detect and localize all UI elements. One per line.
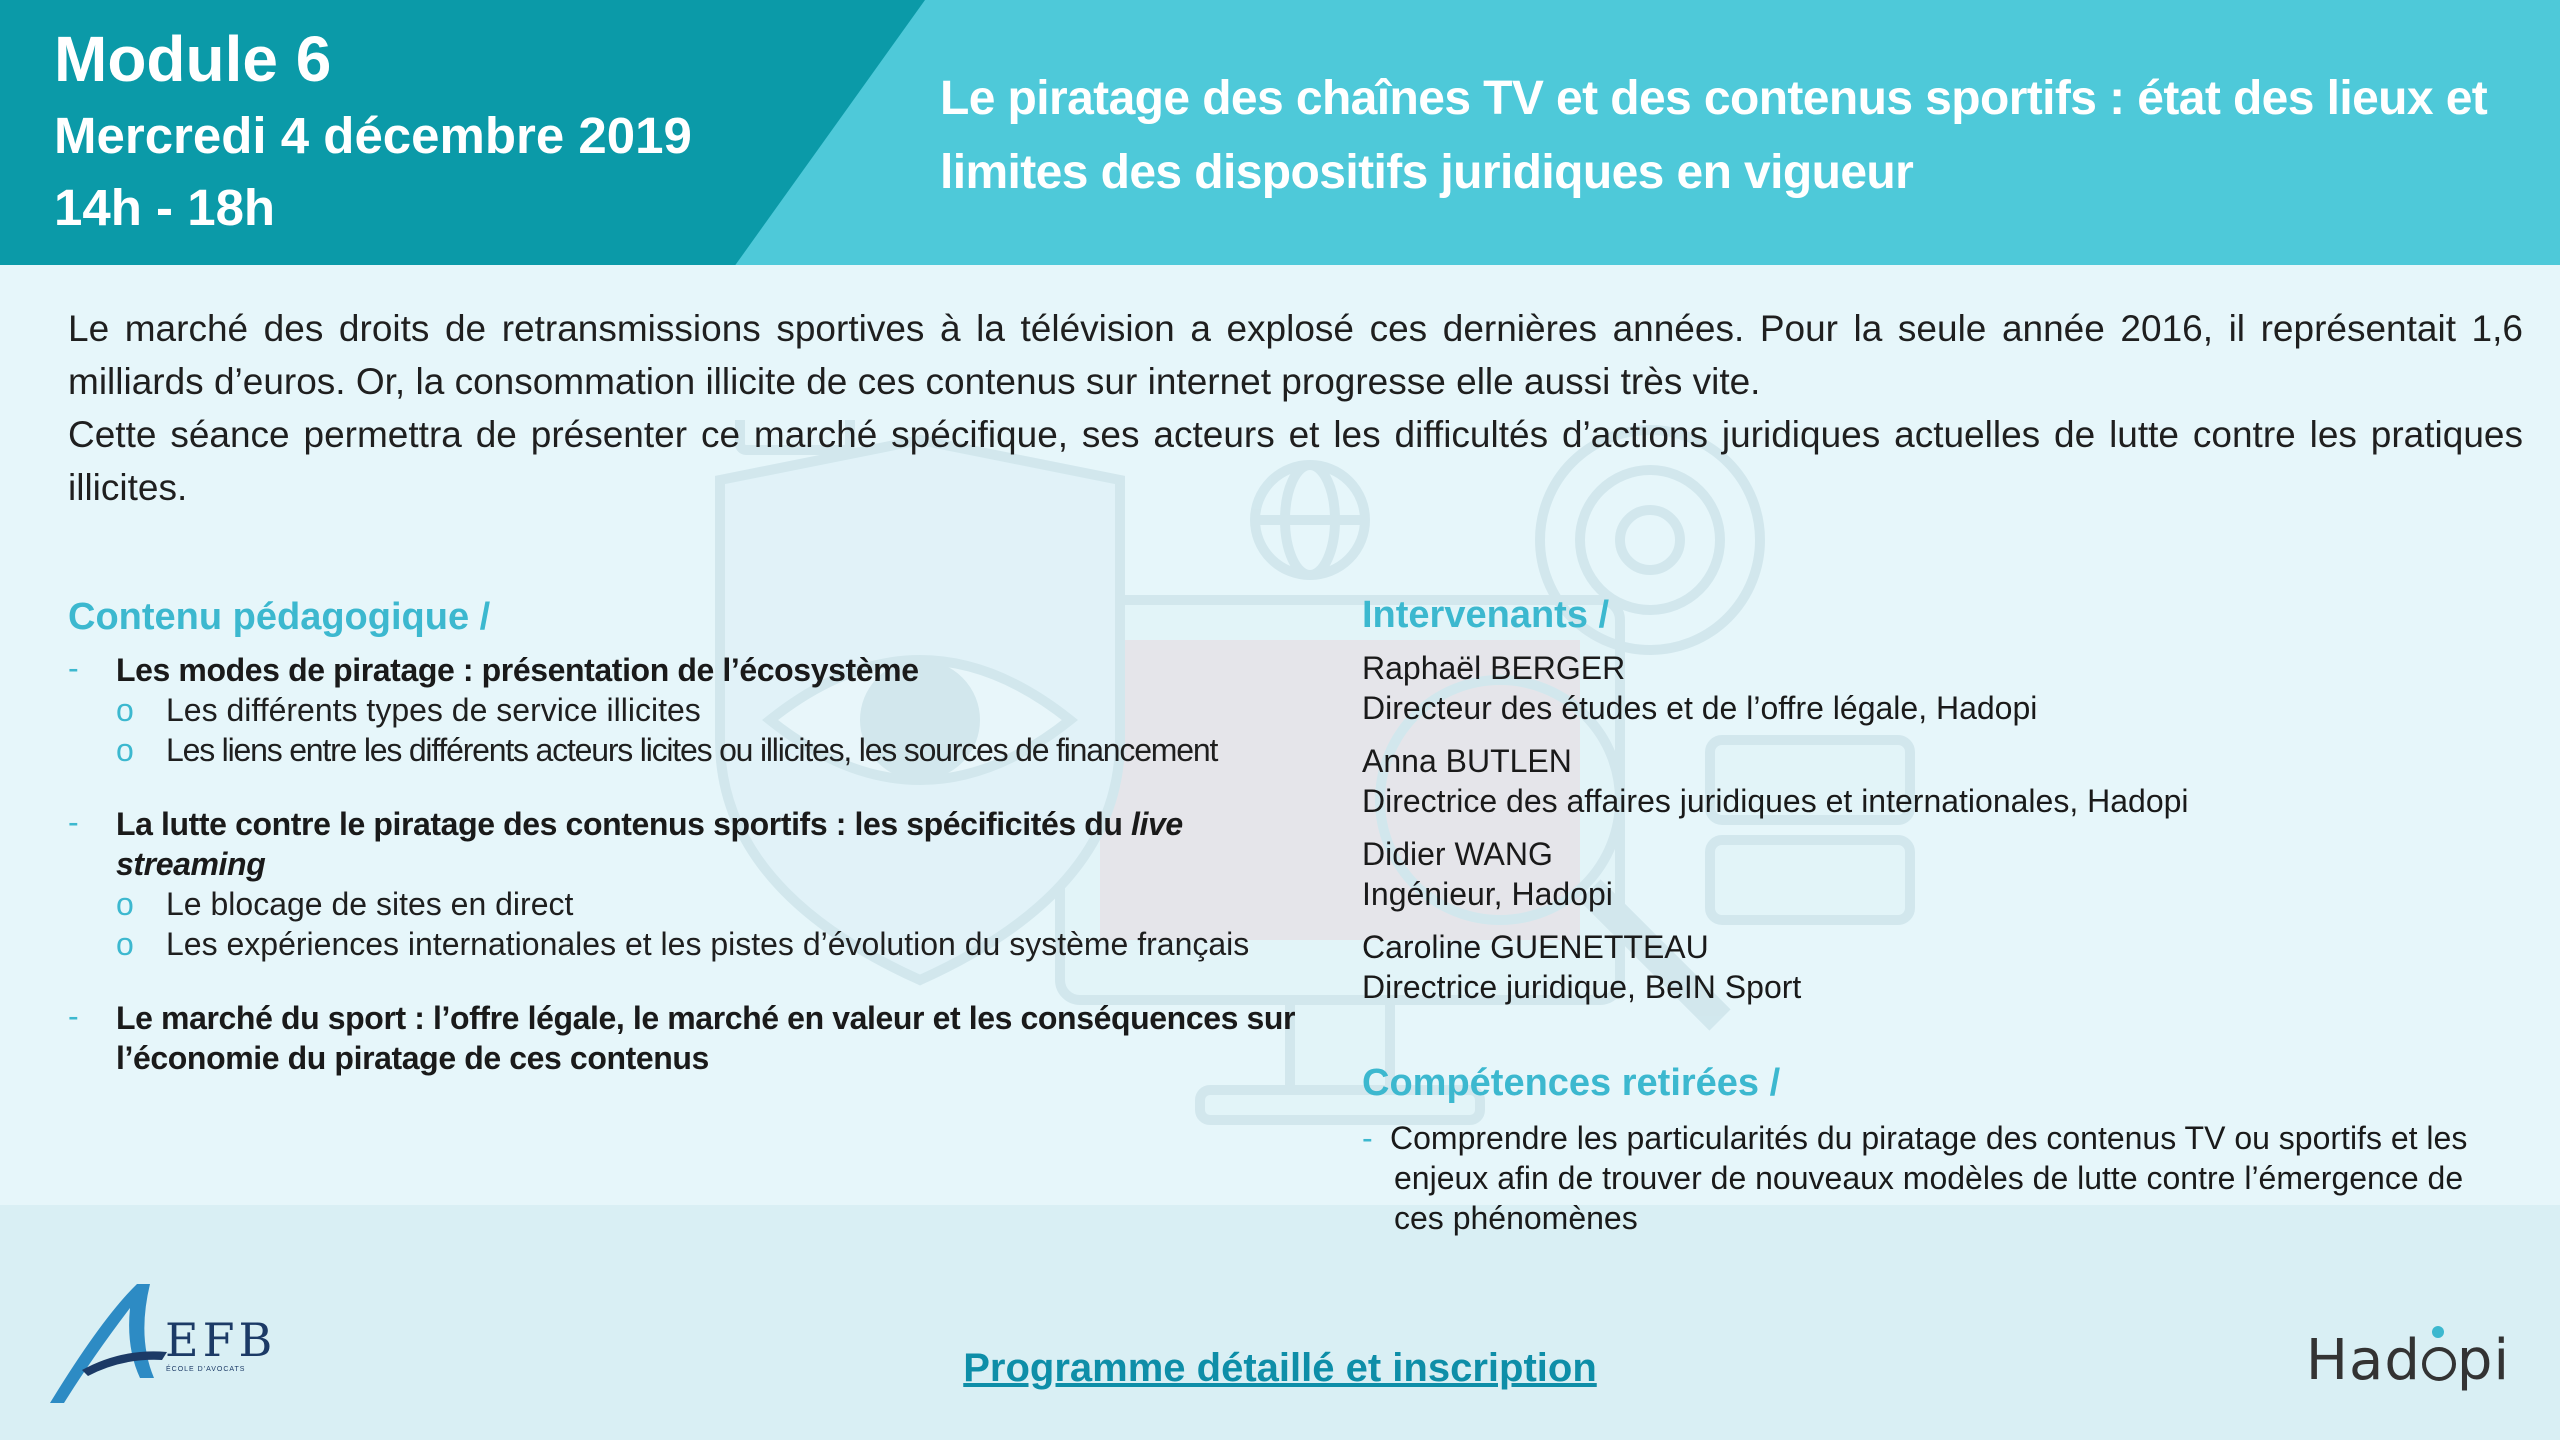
hadopi-o-icon xyxy=(2422,1347,2456,1381)
footer-band xyxy=(0,1205,2560,1440)
dash-bullet: - xyxy=(1362,1120,1373,1156)
competences-heading: Compétences retirées / xyxy=(1362,1062,1781,1104)
speaker-name: Raphaël BERGER xyxy=(1362,650,1626,686)
topic-item xyxy=(68,998,1318,1078)
intro-text xyxy=(68,302,2523,514)
session-title: Le piratage des chaînes TV et des contenus sportifs : état des lieux et limites des dispositifs juridiques en vigueur xyxy=(940,72,2488,199)
sub-item xyxy=(116,730,1318,770)
efb-logo-text: EFB xyxy=(165,1313,277,1367)
hadopi-logo-left: Had xyxy=(2305,1328,2421,1393)
topic-title xyxy=(116,804,1318,884)
module-title: Module 6 xyxy=(54,23,332,95)
dash-bullet: - xyxy=(68,804,79,840)
sub-list xyxy=(116,690,1318,770)
sub-text: Les liens entre les différents acteurs licites ou illicites, les sources de financement xyxy=(166,732,1218,768)
circle-bullet: o xyxy=(116,732,133,768)
competence-line: Comprendre les particularités du piratage des contenus TV ou sportifs et les xyxy=(1390,1120,2468,1156)
sub-text: Les différents types de service illicites xyxy=(166,692,701,728)
circle-bullet: o xyxy=(116,926,134,962)
competences-list xyxy=(1362,1118,2522,1238)
contenu-list xyxy=(68,650,1318,1104)
sub-text: Les expériences internationales et les pistes d’évolution du système français xyxy=(166,926,1250,962)
sub-text: Le blocage de sites en direct xyxy=(166,886,574,922)
speaker-name: Anna BUTLEN xyxy=(1362,743,1572,779)
intro-paragraph-2: Cette séance permettra de présenter ce marché spécifique, ses acteurs et les difficultés d’actions juridiques actuelles de lutte contre les pratiques illicites. xyxy=(68,414,2523,508)
competence-line: enjeux afin de trouver de nouveaux modèles de lutte contre l’émergence de xyxy=(1394,1160,2464,1196)
dash-bullet: - xyxy=(68,650,79,686)
topic-item xyxy=(68,650,1318,770)
hadopi-logo xyxy=(2306,1328,2510,1393)
speakers-list xyxy=(1362,648,2512,1020)
speaker-item xyxy=(1362,927,2512,1007)
sub-item xyxy=(116,924,1318,964)
competence-item xyxy=(1362,1118,2522,1238)
efb-logo-subtitle: ÉCOLE D'AVOCATS xyxy=(166,1366,246,1373)
speaker-name: Didier WANG xyxy=(1362,836,1553,872)
speaker-name: Caroline GUENETTEAU xyxy=(1362,929,1709,965)
circle-bullet: o xyxy=(116,692,134,728)
module-date: Mercredi 4 décembre 2019 xyxy=(54,107,692,164)
speaker-item xyxy=(1362,834,2512,914)
program-registration-link[interactable]: Programme détaillé et inscription xyxy=(963,1346,1597,1390)
speaker-item xyxy=(1362,741,2512,821)
topic-title-text: La lutte contre le piratage des contenus sportifs : les spécificités du xyxy=(116,806,1132,842)
intervenants-heading: Intervenants / xyxy=(1362,594,1610,636)
topic-title-line-2: l’économie du piratage de ces contenus xyxy=(116,1040,709,1076)
sub-item xyxy=(116,690,1318,730)
speaker-item xyxy=(1362,648,2512,728)
circle-bullet: o xyxy=(116,886,134,922)
hadopi-logo-right: pi xyxy=(2456,1328,2510,1393)
speaker-role: Ingénieur, Hadopi xyxy=(1362,876,1613,912)
sub-item xyxy=(116,884,1318,924)
speaker-role: Directrice des affaires juridiques et internationales, Hadopi xyxy=(1362,783,2189,819)
topic-item xyxy=(68,804,1318,964)
intro-paragraph-1: Le marché des droits de retransmissions sportives à la télévision a explosé ces dernières années. Pour la seule année 2016, il représentait 1,6 milliards d’euros. Or, la consommation illicite de ces contenus sur internet progresse elle aussi très vite. xyxy=(68,308,2523,402)
speaker-role: Directeur des études et de l’offre légale, Hadopi xyxy=(1362,690,2038,726)
topic-title-line-1: Le marché du sport : l’offre légale, le marché en valeur et les conséquences sur xyxy=(116,1000,1296,1036)
contenu-heading: Contenu pédagogique / xyxy=(68,596,491,638)
topic-title-emphasis: live streaming xyxy=(116,806,1183,882)
hadopi-dot-icon xyxy=(2432,1326,2444,1338)
sub-list xyxy=(116,884,1318,964)
competence-line: ces phénomènes xyxy=(1394,1200,1638,1236)
dash-bullet: - xyxy=(68,998,79,1034)
module-time: 14h - 18h xyxy=(54,179,276,236)
topic-title: Les modes de piratage : présentation de l’écosystème xyxy=(116,652,919,688)
speaker-role: Directrice juridique, BeIN Sport xyxy=(1362,969,1802,1005)
